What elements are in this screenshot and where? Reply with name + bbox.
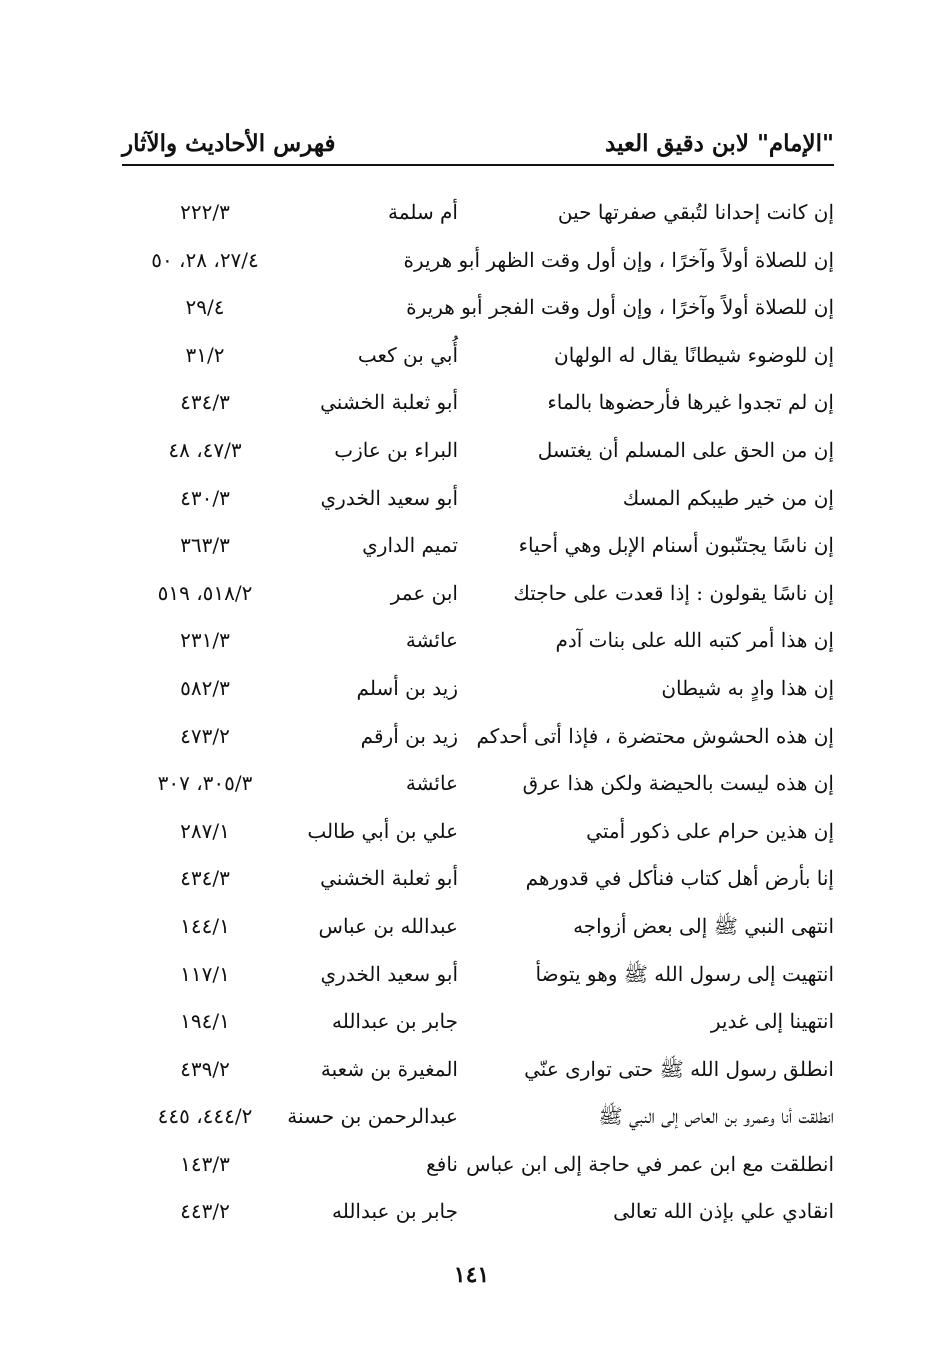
hadith-text: انطلقت أنا وعمرو بن العاص إلى النبي ﷺ xyxy=(598,1104,834,1129)
index-entry xyxy=(130,858,834,906)
narrator: زيد بن أرقم xyxy=(360,723,458,748)
index-entry xyxy=(130,1191,834,1239)
volume-page-ref: ٢٩/٤ xyxy=(185,295,225,320)
narrator: عبدالله بن عباس xyxy=(318,913,458,938)
narrator: البراء بن عازب xyxy=(334,437,458,462)
narrator: أم سلمة xyxy=(388,200,458,224)
narrator: جابر بن عبدالله xyxy=(331,1199,458,1224)
hadith-text: انطلق رسول الله ﷺ حتى توارى عنّي xyxy=(524,1056,834,1081)
index-entry xyxy=(130,240,834,288)
index-entry xyxy=(130,430,834,478)
volume-page-ref: ٢٢٢/٣ xyxy=(180,200,230,224)
volume-page-ref: ٤٣٤/٣ xyxy=(180,390,230,415)
hadith-text: إن للوضوء شيطانًا يقال له الولهان xyxy=(554,342,834,367)
index-entry xyxy=(130,573,834,621)
narrator: أبو ثعلبة الخشني xyxy=(320,866,458,891)
volume-page-ref: ٤٧٣/٢ xyxy=(180,723,230,748)
index-entry xyxy=(130,620,834,668)
hadith-text: انتهى النبي ﷺ إلى بعض أزواجه xyxy=(573,913,834,938)
index-entry xyxy=(130,954,834,1002)
hadith-text: انتهينا إلى غدير xyxy=(710,1009,834,1034)
index-entry xyxy=(130,811,834,859)
volume-page-ref: ٤٧/٣، ٤٨ xyxy=(168,437,242,462)
narrator: عبدالرحمن بن حسنة xyxy=(287,1104,458,1129)
volume-page-ref: ٥٨٢/٣ xyxy=(180,675,230,700)
hadith-text: إن للصلاة أولاً وآخرًا ، وإن أول وقت الفجر أبو هريرة xyxy=(406,295,834,320)
page-number: ١٤١ xyxy=(453,1262,490,1288)
hadith-text: إن ناسًا يجتنّبون أسنام الإبل وهي أحياء xyxy=(518,533,834,558)
narrator: علي بن أبي طالب xyxy=(307,818,458,843)
hadith-text: إن كانت إحدانا لتُبقي صفرتها حين xyxy=(557,200,834,224)
hadith-text: إن من الحق على المسلم أن يغتسل xyxy=(537,437,834,462)
hadith-text: إن هذا وادٍ به شيطان xyxy=(661,675,834,700)
index-entry xyxy=(130,1049,834,1097)
narrator: جابر بن عبدالله xyxy=(331,1009,458,1034)
index-entry xyxy=(130,192,834,240)
narrator: المغيرة بن شعبة xyxy=(320,1056,458,1081)
narrator: عائشة xyxy=(405,771,458,796)
hadith-text: إن لم تجدوا غيرها فأرحضوها بالماء xyxy=(547,390,834,415)
narrator: نافع xyxy=(426,1151,458,1176)
volume-page-ref: ٢٨٧/١ xyxy=(180,818,230,843)
index-entry xyxy=(130,525,834,573)
hadith-text: إن هذين حرام على ذكور أمتي xyxy=(586,818,834,843)
narrator: ابن عمر xyxy=(390,580,458,605)
book-title: "الإمام" لابن دقيق العيد xyxy=(605,130,834,157)
narrator: أبو سعيد الخدري xyxy=(320,485,458,510)
narrator: تميم الداري xyxy=(362,533,458,558)
hadith-text: إن هذه ليست بالحيضة ولكن هذا عرق xyxy=(522,771,834,796)
hadith-text: انقادي علي بإذن الله تعالى xyxy=(613,1199,834,1224)
index-entry xyxy=(130,1001,834,1049)
volume-page-ref: ١٩٤/١ xyxy=(180,1009,230,1034)
volume-page-ref: ٣٦٣/٣ xyxy=(180,533,230,558)
header-divider xyxy=(122,164,834,166)
volume-page-ref: ٤٣٠/٣ xyxy=(180,485,230,510)
volume-page-ref: ٤٣٤/٣ xyxy=(180,866,230,891)
volume-page-ref: ٤٤٣/٢ xyxy=(180,1199,230,1224)
volume-page-ref: ٤٤٤/٢، ٤٤٥ xyxy=(157,1104,253,1129)
narrator: أبو سعيد الخدري xyxy=(320,961,458,986)
hadith-text: إن من خير طيبكم المسك xyxy=(622,485,834,510)
hadith-index-list xyxy=(130,192,834,1239)
volume-page-ref: ٢٣١/٣ xyxy=(180,628,230,653)
volume-page-ref: ٢٧/٤، ٢٨، ٥٠ xyxy=(151,247,259,272)
index-entry xyxy=(130,906,834,954)
index-entry xyxy=(130,716,834,764)
hadith-text: انتهيت إلى رسول الله ﷺ وهو يتوضأ xyxy=(535,961,834,986)
volume-page-ref: ١١٧/١ xyxy=(180,961,230,986)
index-entry xyxy=(130,763,834,811)
volume-page-ref: ٣٠٥/٣، ٣٠٧ xyxy=(157,771,253,796)
volume-page-ref: ٣١/٢ xyxy=(185,342,225,367)
index-entry xyxy=(130,335,834,383)
hadith-text: إن هذا أمر كتبه الله على بنات آدم xyxy=(555,628,834,653)
volume-page-ref: ٤٣٩/٢ xyxy=(180,1056,230,1081)
narrator: زيد بن أسلم xyxy=(356,675,458,700)
volume-page-ref: ١٤٣/٣ xyxy=(180,1151,230,1176)
volume-page-ref: ٥١٨/٢، ٥١٩ xyxy=(157,580,253,605)
section-title: فهرس الأحاديث والآثار xyxy=(122,130,336,157)
hadith-text: إن للصلاة أولاً وآخرًا ، وإن أول وقت الظهر أبو هريرة xyxy=(403,247,834,272)
narrator: عائشة xyxy=(405,628,458,653)
hadith-text: إنا بأرض أهل كتاب فنأكل في قدورهم xyxy=(525,866,834,891)
hadith-text: إن ناسًا يقولون : إذا قعدت على حاجتك xyxy=(513,580,834,605)
index-entry xyxy=(130,287,834,335)
index-entry xyxy=(130,1144,834,1192)
index-entry xyxy=(130,382,834,430)
index-entry xyxy=(130,1096,834,1144)
hadith-text: انطلقت مع ابن عمر في حاجة إلى ابن عباس xyxy=(466,1151,834,1176)
page-header xyxy=(122,124,834,164)
index-entry xyxy=(130,478,834,526)
volume-page-ref: ١٤٤/١ xyxy=(180,913,230,938)
narrator: أبو ثعلبة الخشني xyxy=(320,390,458,415)
hadith-text: إن هذه الحشوش محتضرة ، فإذا أتى أحدكم xyxy=(476,723,834,748)
index-entry xyxy=(130,668,834,716)
narrator: أُبي بن كعب xyxy=(357,342,458,367)
